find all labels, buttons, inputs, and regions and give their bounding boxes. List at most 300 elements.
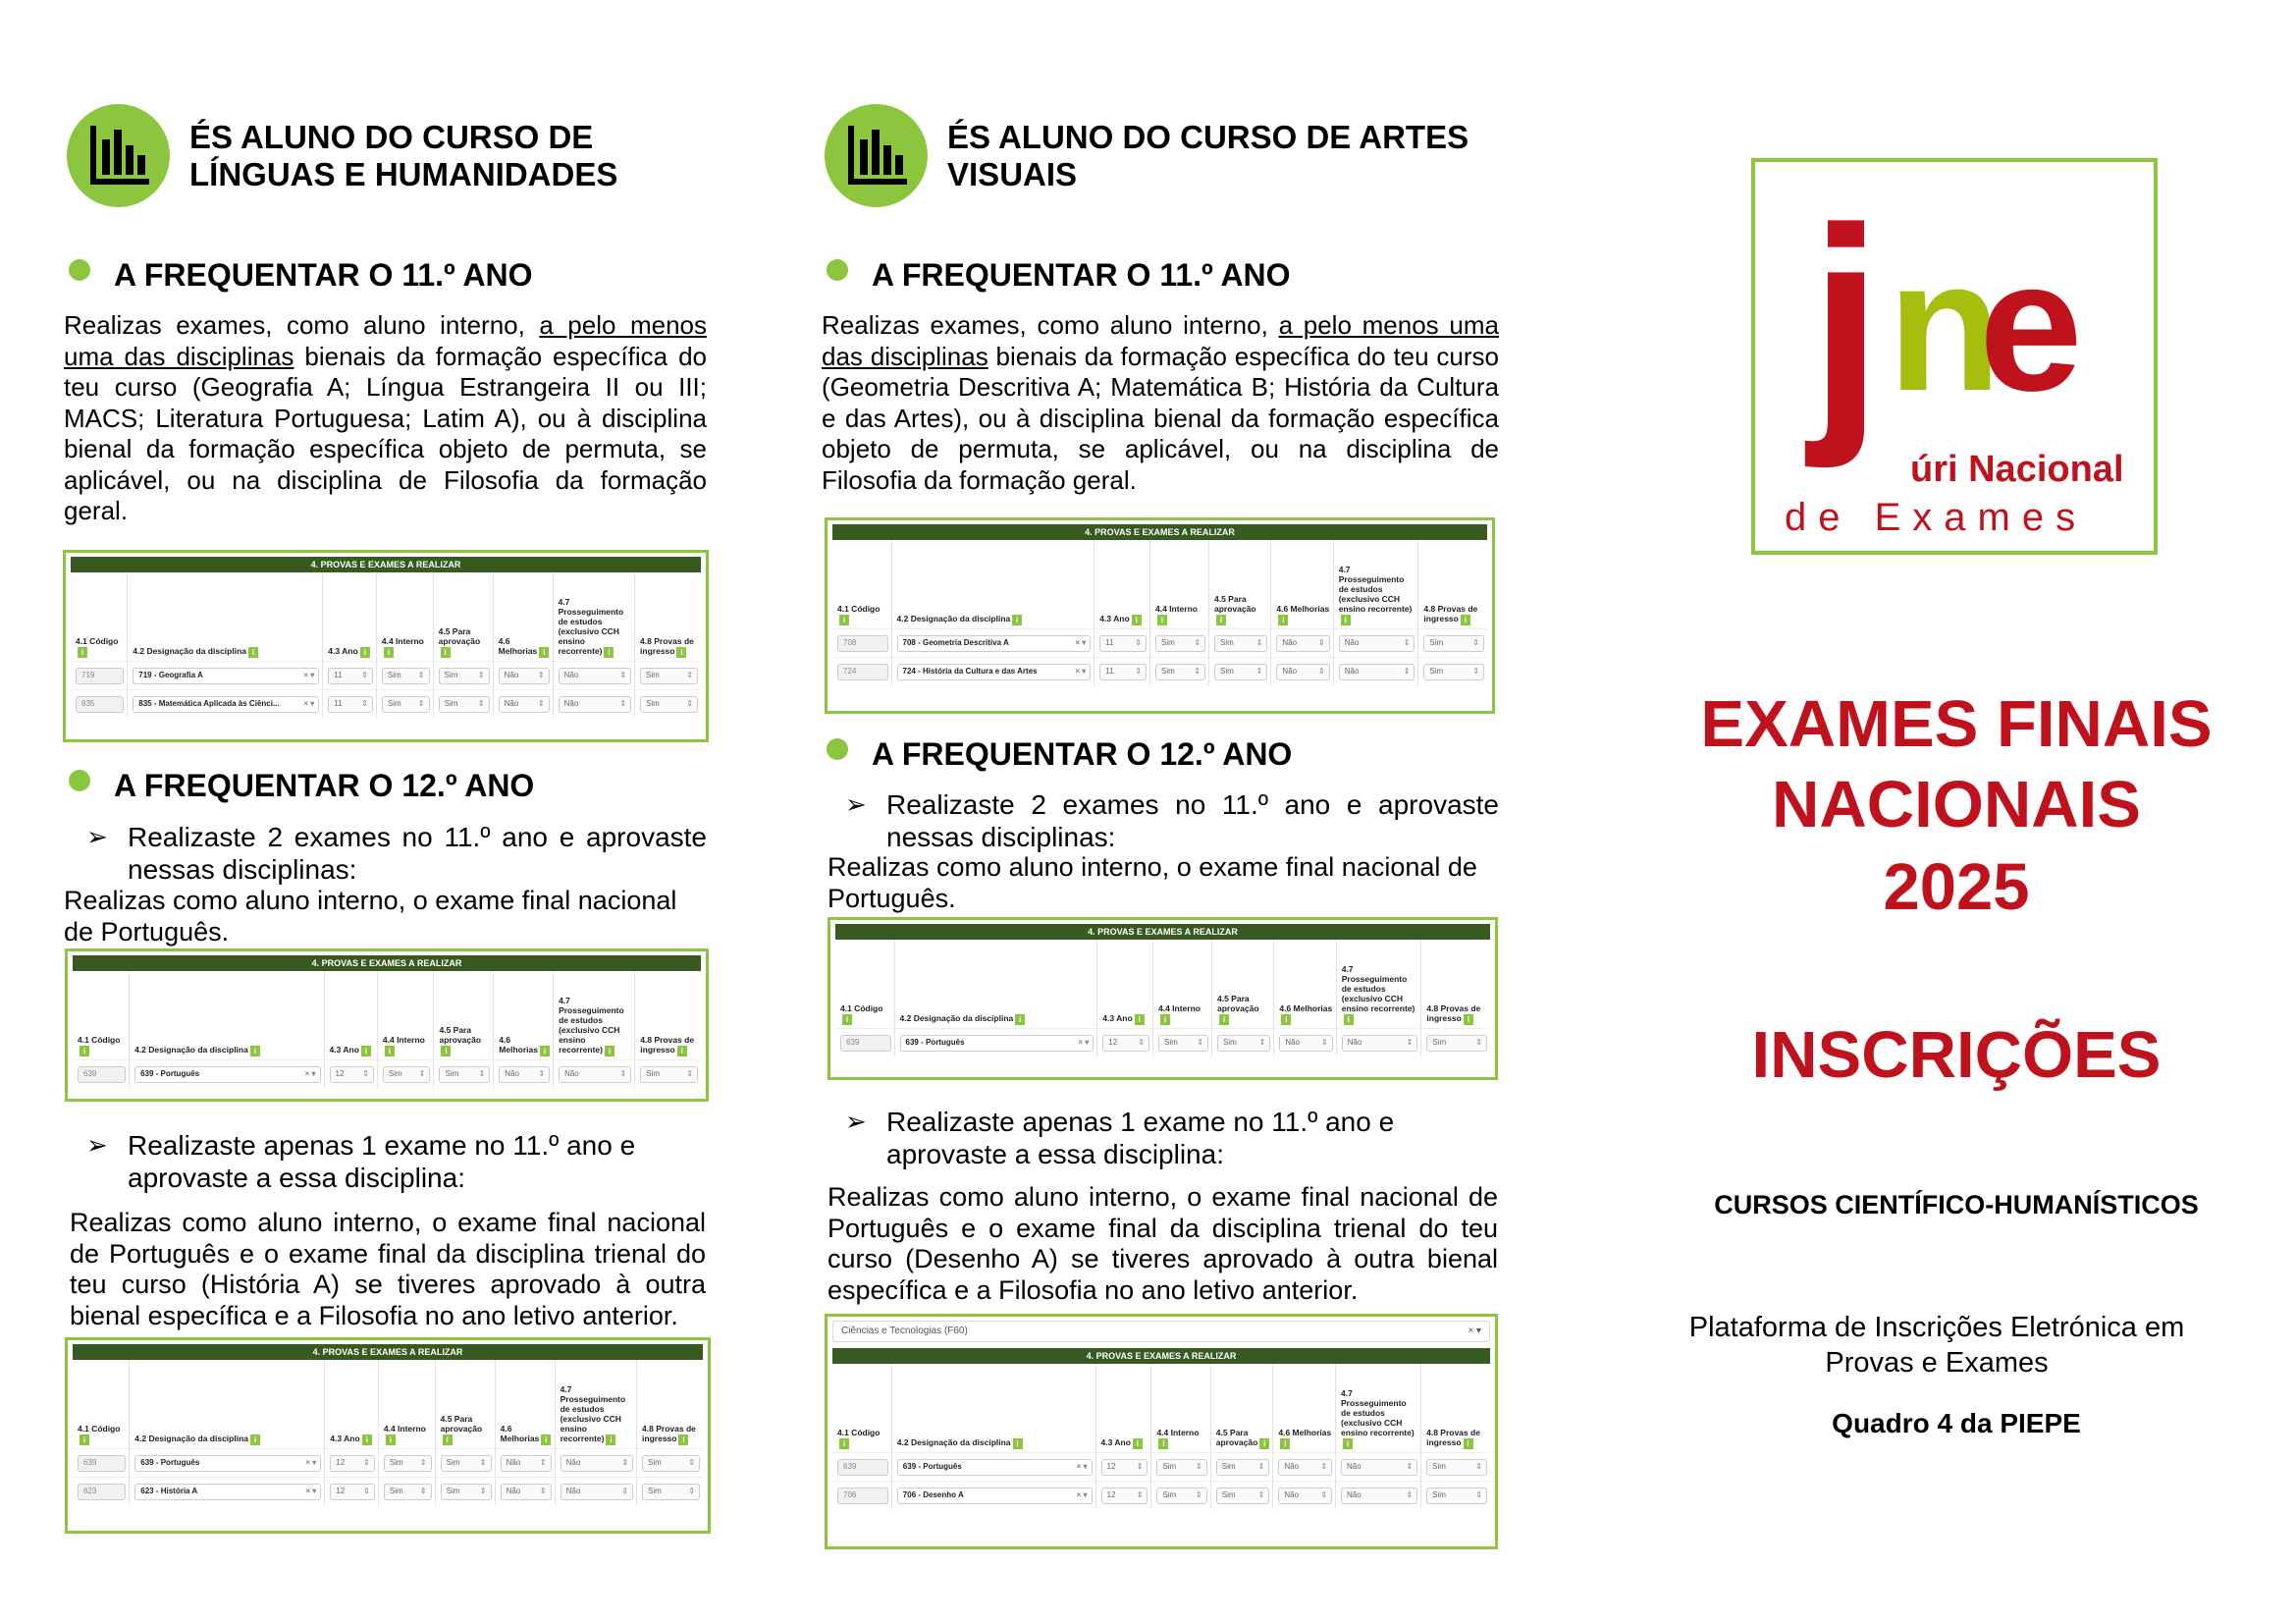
- dropdown-caret-icon: ⇕: [419, 1486, 427, 1495]
- subject-select[interactable]: 724 - História da Cultura e das Artes × ▾: [897, 664, 1092, 680]
- subject-select[interactable]: 639 - Português × ▾: [897, 1459, 1093, 1476]
- dropdown-caret-icon: ⇕: [417, 670, 425, 679]
- column-header: 4.7 Prosseguimento de estudos (exclusivo CCH ensino recorrente) i: [553, 572, 634, 661]
- interno-select[interactable]: Sim ⇕: [384, 1455, 432, 1472]
- arrow-bullet-icon: ➢: [845, 1107, 867, 1136]
- middle-screenshot-3: Ciências e Tecnologias (F60) × ▾ 4. PROVAS E EXAMES A REALIZAR 4.1 Códigoi 4.2 Designação da disciplina i 4.3 Ano i 4.4 Internoi 4.5 Para aprovação i 4.6 Melhoriasi 4.7 Prosseguimento de estudos (exclusivo CCH ensino recorrente)i 4.8 Provas de ingresso i 639 639 - Português × ▾ 12 ⇕ Sim ⇕ Sim ⇕ Não ⇕ Não ⇕ Sim ⇕ 706 706 - Desenho A × ▾ 12 ⇕ Sim ⇕ Sim ⇕ Não ⇕ Não ⇕ Sim ⇕: [825, 1314, 1498, 1549]
- info-icon[interactable]: i: [1015, 1014, 1025, 1025]
- column-header: 4.5 Para aprovaçãoi: [1209, 540, 1271, 628]
- melh-select[interactable]: Não ⇕: [1279, 1035, 1332, 1052]
- column-header: 4.5 Para aprovaçãoi: [433, 572, 493, 661]
- aprov-select[interactable]: Sim ⇕: [1214, 635, 1267, 652]
- column-header: 4.7 Prosseguimento de estudos (exclusivo CCH ensino recorrente) i: [555, 1360, 636, 1448]
- dropdown-caret-icon: ⇕: [418, 1068, 426, 1078]
- interno-select[interactable]: Sim ⇕: [383, 1066, 431, 1083]
- main-title-1: EXAMES FINAIS: [1700, 687, 2213, 761]
- dropdown-caret-icon: ⇕: [419, 1457, 427, 1467]
- year-select[interactable]: 12 ⇕: [1102, 1035, 1149, 1052]
- info-icon[interactable]: i: [1160, 1014, 1170, 1025]
- melh-select[interactable]: Não ⇕: [499, 668, 550, 684]
- left-12-heading: A FREQUENTAR O 12.º ANO: [69, 768, 534, 804]
- dropdown-caret-icon: ⇕: [1318, 637, 1325, 647]
- dropdown-caret-icon: ⇕: [619, 698, 627, 708]
- dropdown-caret-icon: ⇕: [1136, 1489, 1144, 1499]
- melh-select[interactable]: Não ⇕: [499, 696, 550, 713]
- dropdown-caret-icon: × ▾: [1075, 666, 1087, 676]
- info-icon[interactable]: i: [80, 1046, 89, 1056]
- info-icon[interactable]: i: [386, 1435, 396, 1445]
- code-field[interactable]: 706: [837, 1488, 888, 1504]
- dropdown-caret-icon: ⇕: [362, 1068, 369, 1078]
- info-icon[interactable]: i: [360, 647, 370, 658]
- dropdown-caret-icon: ⇕: [1138, 1037, 1145, 1047]
- dropdown-caret-icon: ⇕: [538, 1068, 546, 1078]
- column-header: 4.7 Prosseguimento de estudos (exclusivo CCH ensino recorrente)i: [1333, 540, 1418, 628]
- exam-table: [73, 971, 701, 1088]
- left-header: [67, 104, 617, 207]
- column-header: 4.3 Ano i: [323, 572, 377, 661]
- code-field[interactable]: 724: [837, 664, 888, 680]
- info-icon[interactable]: i: [1132, 615, 1142, 625]
- middle-12-heading: A FREQUENTAR O 12.º ANO: [827, 736, 1292, 773]
- column-header: 4.4 Internoi: [378, 1360, 435, 1448]
- column-header: 4.7 Prosseguimento de estudos (exclusivo CCH ensino recorrente) i: [554, 971, 635, 1059]
- dropdown-caret-icon: ⇕: [1196, 1461, 1202, 1471]
- dropdown-caret-icon: ⇕: [477, 670, 485, 679]
- melh-select[interactable]: Não ⇕: [1276, 635, 1329, 652]
- exam-table: [835, 940, 1490, 1056]
- table-row: [832, 657, 1487, 685]
- column-header: 4.3 Ano i: [324, 971, 377, 1059]
- info-icon[interactable]: i: [1464, 1014, 1473, 1025]
- column-header: 4.7 Prosseguimento de estudos (exclusivo CCH ensino recorrente)i: [1336, 1364, 1421, 1452]
- info-icon[interactable]: i: [443, 1435, 453, 1445]
- column-header: 4.4 Internoi: [1149, 540, 1208, 628]
- code-field[interactable]: 639: [78, 1066, 126, 1083]
- aprov-select[interactable]: Sim ⇕: [439, 668, 490, 684]
- left-11-text: Realizas exames, como aluno interno, a pelo menos uma das disciplinas bienais da formação específica do teu curso (Geografia A; Língua Estrangeira II ou III; MACS; Literatura Portuguesa; Latim A), ou à disciplina bienal da formação específica objeto de permuta, se aplicável, ou na disciplina de Filosofia da formação geral.: [64, 310, 708, 525]
- dropdown-caret-icon: ⇕: [539, 1486, 547, 1495]
- column-header: 4.5 Para aprovaçãoi: [1212, 940, 1274, 1028]
- dropdown-caret-icon: ⇕: [1196, 1489, 1202, 1499]
- column-header: 4.6 Melhoriasi: [1273, 1364, 1336, 1452]
- middle-bullet-1: ➢ Realizaste 2 exames no 11.º ano e aprovaste nessas disciplinas:: [845, 789, 1499, 852]
- column-header: 4.6 Melhorias i: [494, 971, 554, 1059]
- ingresso-select[interactable]: Sim ⇕: [640, 696, 698, 713]
- info-icon[interactable]: i: [1281, 1014, 1291, 1025]
- dropdown-caret-icon: × ▾: [1078, 1037, 1090, 1047]
- logo-line-2: de Exames: [1785, 496, 2088, 539]
- logo-line-1: úri Nacional: [1910, 449, 2124, 490]
- info-icon[interactable]: i: [1219, 1014, 1229, 1025]
- code-field[interactable]: 623: [78, 1484, 126, 1500]
- dropdown-caret-icon: ⇕: [478, 1068, 486, 1078]
- column-header: 4.2 Designação da disciplina i: [891, 1364, 1095, 1452]
- dropdown-caret-icon: ⇕: [1475, 1489, 1482, 1499]
- year-select[interactable]: 11 ⇕: [328, 696, 373, 713]
- logo-letter-n: n: [1888, 222, 2002, 430]
- left-11-heading: A FREQUENTAR O 11.º ANO: [69, 257, 533, 294]
- column-header: 4.6 Melhorias i: [493, 572, 553, 661]
- dropdown-caret-icon: ⇕: [479, 1457, 487, 1467]
- jne-logo: [1751, 158, 2158, 555]
- melh-select[interactable]: Não ⇕: [501, 1455, 552, 1472]
- exam-table: [832, 540, 1487, 685]
- info-icon[interactable]: i: [250, 1046, 260, 1056]
- table-row: [832, 628, 1487, 657]
- dropdown-caret-icon: ⇕: [1318, 666, 1325, 676]
- dropdown-caret-icon: ⇕: [688, 1486, 695, 1495]
- subject-select[interactable]: 639 - Português × ▾: [134, 1455, 321, 1472]
- info-icon[interactable]: i: [1216, 615, 1226, 625]
- year-select[interactable]: 12 ⇕: [330, 1066, 374, 1083]
- column-header: 4.1 Códigoi: [76, 636, 119, 657]
- aprov-select[interactable]: Sim ⇕: [441, 1455, 492, 1472]
- column-header: 4.4 Internoi: [1152, 940, 1211, 1028]
- dropdown-caret-icon: ⇕: [619, 670, 627, 679]
- column-header: 4.1 Códigoi: [837, 604, 881, 624]
- ingresso-select[interactable]: Sim ⇕: [642, 1484, 700, 1500]
- dropdown-caret-icon: ⇕: [1320, 1489, 1328, 1499]
- dropdown-caret-icon: ⇕: [363, 1486, 370, 1495]
- dropdown-caret-icon: ⇕: [686, 670, 693, 679]
- prosseg-select[interactable]: Não ⇕: [1339, 664, 1415, 680]
- column-header: 4.1 Códigoi: [78, 1035, 121, 1056]
- dropdown-caret-icon: ⇕: [1403, 637, 1411, 647]
- interno-select[interactable]: Sim ⇕: [1158, 1035, 1208, 1052]
- dropdown-caret-icon: ⇕: [537, 698, 545, 708]
- subject-select[interactable]: 719 - Geografia A × ▾: [133, 668, 319, 684]
- prosseg-select[interactable]: Não ⇕: [559, 1066, 631, 1083]
- info-icon[interactable]: i: [441, 1046, 451, 1056]
- dropdown-caret-icon: ⇕: [1257, 1489, 1265, 1499]
- info-icon[interactable]: i: [80, 1435, 89, 1445]
- dropdown-caret-icon: ⇕: [1321, 1037, 1328, 1047]
- year-select[interactable]: 11 ⇕: [1099, 664, 1147, 680]
- info-icon[interactable]: i: [1280, 1438, 1290, 1449]
- info-icon[interactable]: i: [678, 1435, 688, 1445]
- middle-12-text-2: Realizas como aluno interno, o exame final nacional de Português e o exame final da disciplina trienal do teu curso (Desenho A) se tiveres aprovado à outra bienal específica e a Filosofia no ano letivo anterior.: [828, 1182, 1498, 1305]
- exam-table: [832, 1364, 1490, 1509]
- info-icon[interactable]: i: [78, 647, 87, 658]
- left-screenshot-2: 4. PROVAS E EXAMES A REALIZAR 4.1 Códigoi 4.2 Designação da disciplina i 4.3 Ano i 4.4 Internoi 4.5 Para aprovaçãoi 4.6 Melhorias i 4.7 Prosseguimento de estudos (exclusivo CCH ensino recorrente) i 4.8 Provas de ingresso i 639 639 - Português × ▾ 12 ⇕ Sim ⇕ Sim ⇕ Não ⇕ Não ⇕ Sim ⇕: [65, 948, 709, 1102]
- aprov-select[interactable]: Sim ⇕: [439, 696, 490, 713]
- dropdown-caret-icon: ⇕: [688, 1457, 695, 1467]
- table-row: [71, 661, 701, 689]
- interno-select[interactable]: Sim ⇕: [382, 696, 430, 713]
- bullet-dot-icon: [69, 259, 90, 281]
- info-icon[interactable]: i: [362, 1435, 372, 1445]
- info-icon[interactable]: i: [541, 1435, 551, 1445]
- column-header: 4.8 Provas de ingresso i: [1421, 1364, 1490, 1452]
- column-header: 4.2 Designação da disciplina i: [891, 540, 1095, 628]
- bullet-dot-icon: [827, 259, 848, 281]
- interno-select[interactable]: Sim ⇕: [384, 1484, 432, 1500]
- info-icon[interactable]: i: [441, 647, 451, 658]
- info-icon[interactable]: i: [1157, 615, 1167, 625]
- column-header: 4.6 Melhoriasi: [1274, 940, 1336, 1028]
- interno-select[interactable]: Sim ⇕: [382, 668, 430, 684]
- dropdown-caret-icon: ⇕: [686, 1068, 693, 1078]
- column-header: 4.8 Provas de ingresso i: [1418, 540, 1487, 628]
- arrow-bullet-icon: ➢: [845, 789, 867, 819]
- bar-chart-icon: [825, 104, 928, 207]
- column-header: 4.2 Designação da disciplina i: [130, 1360, 325, 1448]
- column-header: 4.3 Ano i: [325, 1360, 379, 1448]
- code-field[interactable]: 639: [837, 1459, 888, 1476]
- dropdown-caret-icon: × ▾: [1076, 1461, 1088, 1471]
- column-header: 4.5 Para aprovaçãoi: [434, 971, 494, 1059]
- dropdown-caret-icon: ⇕: [363, 1457, 370, 1467]
- main-title-year: 2025: [1883, 850, 2030, 924]
- dropdown-caret-icon: × ▾: [303, 670, 315, 679]
- middle-bullet-2: ➢ Realizaste apenas 1 exame no 11.º ano e aprovaste a essa disciplina:: [845, 1107, 1395, 1169]
- dropdown-caret-icon: ⇕: [1320, 1461, 1328, 1471]
- column-header: 4.8 Provas de ingresso i: [637, 1360, 703, 1448]
- interno-select[interactable]: Sim ⇕: [1155, 664, 1205, 680]
- dropdown-caret-icon: ⇕: [1197, 1037, 1203, 1047]
- prosseg-select[interactable]: Não ⇕: [1339, 635, 1415, 652]
- middle-title: ÉS ALUNO DO CURSO DE ARTES VISUAIS: [947, 118, 1469, 192]
- logo-letter-e: e: [1979, 222, 2083, 430]
- column-header: 4.7 Prosseguimento de estudos (exclusivo CCH ensino recorrente)i: [1336, 940, 1421, 1028]
- year-select[interactable]: 12 ⇕: [1101, 1459, 1148, 1476]
- dropdown-caret-icon: ⇕: [1255, 666, 1263, 676]
- info-icon[interactable]: i: [1344, 1014, 1354, 1025]
- table-row: [73, 1059, 701, 1088]
- melh-select[interactable]: Não ⇕: [1278, 1488, 1332, 1504]
- prosseg-select[interactable]: Não ⇕: [1341, 1459, 1417, 1476]
- info-icon[interactable]: i: [839, 615, 849, 625]
- dropdown-caret-icon: ⇕: [1135, 637, 1142, 647]
- column-header: 4.5 Para aprovaçãoi: [435, 1360, 495, 1448]
- info-icon[interactable]: i: [1133, 1438, 1143, 1449]
- info-icon[interactable]: i: [1013, 1438, 1023, 1449]
- dropdown-caret-icon: ⇕: [537, 670, 545, 679]
- info-icon[interactable]: i: [842, 1014, 852, 1025]
- dropdown-caret-icon: ⇕: [479, 1486, 487, 1495]
- code-field[interactable]: 639: [840, 1035, 891, 1052]
- info-icon[interactable]: i: [248, 647, 258, 658]
- dropdown-caret-icon: ⇕: [1257, 1461, 1265, 1471]
- info-icon[interactable]: i: [250, 1435, 260, 1445]
- prosseg-select[interactable]: Não ⇕: [559, 696, 631, 713]
- info-icon[interactable]: i: [1012, 615, 1022, 625]
- dropdown-caret-icon: ⇕: [417, 698, 425, 708]
- column-header: 4.5 Para aprovação i: [1210, 1364, 1273, 1452]
- info-icon[interactable]: i: [1341, 615, 1351, 625]
- code-field[interactable]: 719: [76, 668, 124, 684]
- subject-select[interactable]: 639 - Português × ▾: [900, 1035, 1095, 1052]
- info-icon[interactable]: i: [1461, 615, 1470, 625]
- subject-select[interactable]: 706 - Desenho A × ▾: [897, 1488, 1093, 1504]
- middle-11-heading: A FREQUENTAR O 11.º ANO: [827, 257, 1291, 294]
- subject-select[interactable]: 835 - Matemática Aplicada às Ciênci... × ▾: [133, 696, 319, 713]
- dropdown-caret-icon: ⇕: [1475, 1461, 1482, 1471]
- prosseg-select[interactable]: Não ⇕: [561, 1455, 633, 1472]
- interno-select[interactable]: Sim ⇕: [1155, 635, 1205, 652]
- column-header: 4.6 Melhoriasi: [1271, 540, 1333, 628]
- info-icon[interactable]: i: [677, 1046, 687, 1056]
- ingresso-select[interactable]: Sim ⇕: [1423, 635, 1484, 652]
- melh-select[interactable]: Não ⇕: [1276, 664, 1329, 680]
- dropdown-caret-icon: ⇕: [1258, 1037, 1266, 1047]
- prosseg-select[interactable]: Não ⇕: [561, 1484, 633, 1500]
- melh-select[interactable]: Não ⇕: [499, 1066, 550, 1083]
- bullet-dot-icon: [69, 770, 90, 791]
- column-header: 4.4 Internoi: [377, 971, 434, 1059]
- dropdown-caret-icon: ⇕: [539, 1457, 547, 1467]
- middle-screenshot-2: 4. PROVAS E EXAMES A REALIZAR 4.1 Códigoi 4.2 Designação da disciplina i 4.3 Ano i 4.4 Internoi 4.5 Para aprovaçãoi 4.6 Melhoriasi 4.7 Prosseguimento de estudos (exclusivo CCH ensino recorrente)i 4.8 Provas de ingresso i 639 639 - Português × ▾ 12 ⇕ Sim ⇕ Sim ⇕ Não ⇕ Não ⇕ Sim ⇕: [828, 917, 1498, 1080]
- aprov-select[interactable]: Sim ⇕: [1214, 664, 1267, 680]
- info-icon[interactable]: i: [1464, 1438, 1473, 1449]
- ingresso-select[interactable]: Sim ⇕: [642, 1455, 700, 1472]
- dropdown-caret-icon: × ▾: [304, 1068, 316, 1078]
- left-12-text-1: Realizas como aluno interno, o exame final nacional de Português.: [64, 886, 677, 947]
- subject-select[interactable]: 708 - Geometria Descritiva A × ▾: [897, 635, 1092, 652]
- column-header: 4.4 Internoi: [376, 572, 433, 661]
- aprov-select[interactable]: Sim ⇕: [441, 1484, 492, 1500]
- dropdown-caret-icon: × ▾: [1075, 637, 1087, 647]
- prosseg-select[interactable]: Não ⇕: [1341, 1488, 1417, 1504]
- bar-chart-icon: [67, 104, 170, 207]
- info-icon[interactable]: i: [605, 1046, 614, 1056]
- code-field[interactable]: 639: [78, 1455, 126, 1472]
- exam-table: [73, 1360, 703, 1505]
- left-bullet-2: ➢ Realizaste apenas 1 exame no 11.º ano e aprovaste a essa disciplina:: [86, 1130, 636, 1193]
- info-icon[interactable]: i: [539, 647, 549, 658]
- column-header: 4.2 Designação da disciplina i: [128, 572, 323, 661]
- info-icon[interactable]: i: [839, 1438, 849, 1449]
- info-icon[interactable]: i: [540, 1046, 550, 1056]
- middle-header: [825, 104, 1468, 207]
- column-header: 4.4 Internoi: [1151, 1364, 1210, 1452]
- platform-label: Plataforma de Inscrições Eletrónica em Provas e Exames: [1688, 1312, 2185, 1379]
- year-select[interactable]: 11 ⇕: [328, 668, 373, 684]
- dropdown-caret-icon: ⇕: [1255, 637, 1263, 647]
- left-screenshot-1: 4. PROVAS E EXAMES A REALIZAR 4.1 Códigoi 4.2 Designação da disciplina i 4.3 Ano i 4.4 Internoi 4.5 Para aprovaçãoi 4.6 Melhorias i 4.7 Prosseguimento de estudos (exclusivo CCH ensino recorrente) i 4.8 Provas de ingresso i 719 719 - Geografia A × ▾ 11 ⇕ Sim ⇕ Sim ⇕ Não ⇕ Não ⇕ Sim ⇕ 835 835 - Matemática Aplicada às Ciênci... × ▾ 11 ⇕ Sim ⇕ Sim ⇕ Não ⇕ Não ⇕ Sim ⇕: [63, 550, 709, 742]
- column-header: 4.1 Códigoi: [78, 1424, 121, 1444]
- ingresso-select[interactable]: Sim ⇕: [640, 1066, 698, 1083]
- info-icon[interactable]: i: [604, 647, 614, 658]
- prosseg-select[interactable]: Não ⇕: [559, 668, 631, 684]
- logo-letter-j: j: [1809, 174, 1884, 469]
- info-icon[interactable]: i: [1158, 1438, 1168, 1449]
- info-icon[interactable]: i: [1135, 1014, 1145, 1025]
- table-row: [73, 1477, 703, 1505]
- aprov-select[interactable]: Sim ⇕: [1217, 1035, 1270, 1052]
- column-header: 4.8 Provas de ingresso i: [1421, 940, 1490, 1028]
- info-icon[interactable]: i: [1259, 1438, 1269, 1449]
- info-icon[interactable]: i: [606, 1435, 615, 1445]
- column-header: 4.3 Ano i: [1097, 940, 1153, 1028]
- ingresso-select[interactable]: Sim ⇕: [1426, 1459, 1487, 1476]
- main-title-2: NACIONAIS: [1772, 768, 2141, 841]
- ingresso-select[interactable]: Sim ⇕: [640, 668, 698, 684]
- melh-select[interactable]: Não ⇕: [501, 1484, 552, 1500]
- subject-select[interactable]: 623 - História A × ▾: [134, 1484, 321, 1500]
- aprov-select[interactable]: Sim ⇕: [1216, 1459, 1270, 1476]
- code-field[interactable]: 708: [837, 635, 888, 652]
- info-icon[interactable]: i: [1343, 1438, 1353, 1449]
- ingresso-select[interactable]: Sim ⇕: [1426, 1035, 1487, 1052]
- aprov-select[interactable]: Sim ⇕: [439, 1066, 490, 1083]
- dropdown-caret-icon: ⇕: [686, 698, 693, 708]
- dropdown-caret-icon: ⇕: [621, 1457, 629, 1467]
- dropdown-caret-icon: ⇕: [1136, 1461, 1144, 1471]
- column-header: 4.8 Provas de ingresso i: [635, 572, 701, 661]
- column-header: 4.3 Ano i: [1095, 540, 1150, 628]
- middle-12-text-1: Realizas como aluno interno, o exame final nacional de Português.: [828, 852, 1477, 913]
- year-select[interactable]: 11 ⇕: [1099, 635, 1147, 652]
- table-row: [835, 1028, 1490, 1056]
- interno-select[interactable]: Sim ⇕: [1156, 1459, 1206, 1476]
- column-header: 4.8 Provas de ingresso i: [635, 971, 701, 1059]
- info-icon[interactable]: i: [676, 647, 686, 658]
- middle-screenshot-1: 4. PROVAS E EXAMES A REALIZAR 4.1 Códigoi 4.2 Designação da disciplina i 4.3 Ano i 4.4 Internoi 4.5 Para aprovaçãoi 4.6 Melhoriasi 4.7 Prosseguimento de estudos (exclusivo CCH ensino recorrente)i 4.8 Provas de ingresso i 708 708 - Geometria Descritiva A × ▾ 11 ⇕ Sim ⇕ Sim ⇕ Não ⇕ Não ⇕ Sim ⇕ 724 724 - História da Cultura e das Artes × ▾ 11 ⇕ Sim ⇕ Sim ⇕ Não ⇕ Não ⇕ Sim ⇕: [825, 517, 1495, 714]
- year-select[interactable]: 12 ⇕: [1101, 1488, 1148, 1504]
- dropdown-caret-icon: ⇕: [361, 670, 368, 679]
- dropdown-caret-icon: × ▾: [303, 698, 315, 708]
- dropdown-caret-icon: × ▾: [305, 1457, 317, 1467]
- dropdown-caret-icon: × ▾: [1076, 1489, 1088, 1499]
- main-title-inscricoes: INSCRIÇÕES: [1751, 1018, 2162, 1092]
- info-icon[interactable]: i: [385, 1046, 395, 1056]
- dropdown-caret-icon: ⇕: [361, 698, 368, 708]
- courses-label: CURSOS CIENTÍFICO-HUMANÍSTICOS: [1714, 1190, 2199, 1219]
- subject-select[interactable]: 639 - Português × ▾: [134, 1066, 320, 1083]
- table-row: [73, 1448, 703, 1477]
- info-icon[interactable]: i: [1278, 615, 1288, 625]
- table-row: [71, 689, 701, 718]
- info-icon[interactable]: i: [384, 647, 394, 658]
- left-screenshot-3: 4. PROVAS E EXAMES A REALIZAR 4.1 Códigoi 4.2 Designação da disciplina i 4.3 Ano i 4.4 Internoi 4.5 Para aprovaçãoi 4.6 Melhorias i 4.7 Prosseguimento de estudos (exclusivo CCH ensino recorrente) i 4.8 Provas de ingresso i 639 639 - Português × ▾ 12 ⇕ Sim ⇕ Sim ⇕ Não ⇕ Não ⇕ Sim ⇕ 623 623 - História A × ▾ 12 ⇕ Sim ⇕ Sim ⇕ Não ⇕ Não ⇕ Sim ⇕: [65, 1337, 711, 1534]
- dropdown-caret-icon: ⇕: [1406, 1489, 1414, 1499]
- dropdown-caret-icon: ⇕: [619, 1068, 627, 1078]
- prosseg-select[interactable]: Não ⇕: [1342, 1035, 1418, 1052]
- info-icon[interactable]: i: [361, 1046, 371, 1056]
- code-field[interactable]: 835: [76, 696, 124, 713]
- aprov-select[interactable]: Sim ⇕: [1216, 1488, 1270, 1504]
- dropdown-caret-icon: ⇕: [1472, 637, 1479, 647]
- bullet-dot-icon: [827, 738, 848, 760]
- year-select[interactable]: 12 ⇕: [330, 1455, 375, 1472]
- melh-select[interactable]: Não ⇕: [1278, 1459, 1332, 1476]
- dropdown-caret-icon: ⇕: [1472, 666, 1479, 676]
- dropdown-caret-icon: ⇕: [1475, 1037, 1482, 1047]
- column-header: 4.2 Designação da disciplina i: [894, 940, 1097, 1028]
- table-row: [832, 1481, 1490, 1509]
- left-bullet-1: ➢ Realizaste 2 exames no 11.º ano e aprovaste nessas disciplinas:: [86, 822, 707, 885]
- dropdown-caret-icon: ⇕: [477, 698, 485, 708]
- interno-select[interactable]: Sim ⇕: [1156, 1488, 1206, 1504]
- course-select: Ciências e Tecnologias (F60) × ▾: [832, 1321, 1490, 1342]
- ingresso-select[interactable]: Sim ⇕: [1426, 1488, 1487, 1504]
- ingresso-select[interactable]: Sim ⇕: [1423, 664, 1484, 680]
- dropdown-caret-icon: ⇕: [1406, 1461, 1414, 1471]
- left-title: ÉS ALUNO DO CURSO DE LÍNGUAS E HUMANIDADES: [189, 118, 618, 192]
- dropdown-caret-icon: ⇕: [1135, 666, 1142, 676]
- arrow-bullet-icon: ➢: [86, 822, 108, 851]
- year-select[interactable]: 12 ⇕: [330, 1484, 375, 1500]
- exam-table: [71, 572, 701, 718]
- arrow-bullet-icon: ➢: [86, 1130, 108, 1160]
- board-label: Quadro 4 da PIEPE: [1832, 1408, 2081, 1438]
- left-12-text-2: Realizas como aluno interno, o exame final nacional de Português e o exame final da disciplina trienal do teu curso (História A) se tiveres aprovado à outra bienal específica e a Filosofia no ano letivo anterior.: [70, 1208, 706, 1330]
- dropdown-caret-icon: ⇕: [1194, 666, 1201, 676]
- middle-11-text: Realizas exames, como aluno interno, a pelo menos uma das disciplinas bienais da formação específica do teu curso (Geometria Descritiva A; Matemática B; História da Cultura e das Artes), ou à disciplina bienal da formação específica objeto de permuta, se aplicável, ou na disciplina de Filosofia da formação geral.: [822, 310, 1500, 495]
- column-header: 4.6 Melhorias i: [495, 1360, 555, 1448]
